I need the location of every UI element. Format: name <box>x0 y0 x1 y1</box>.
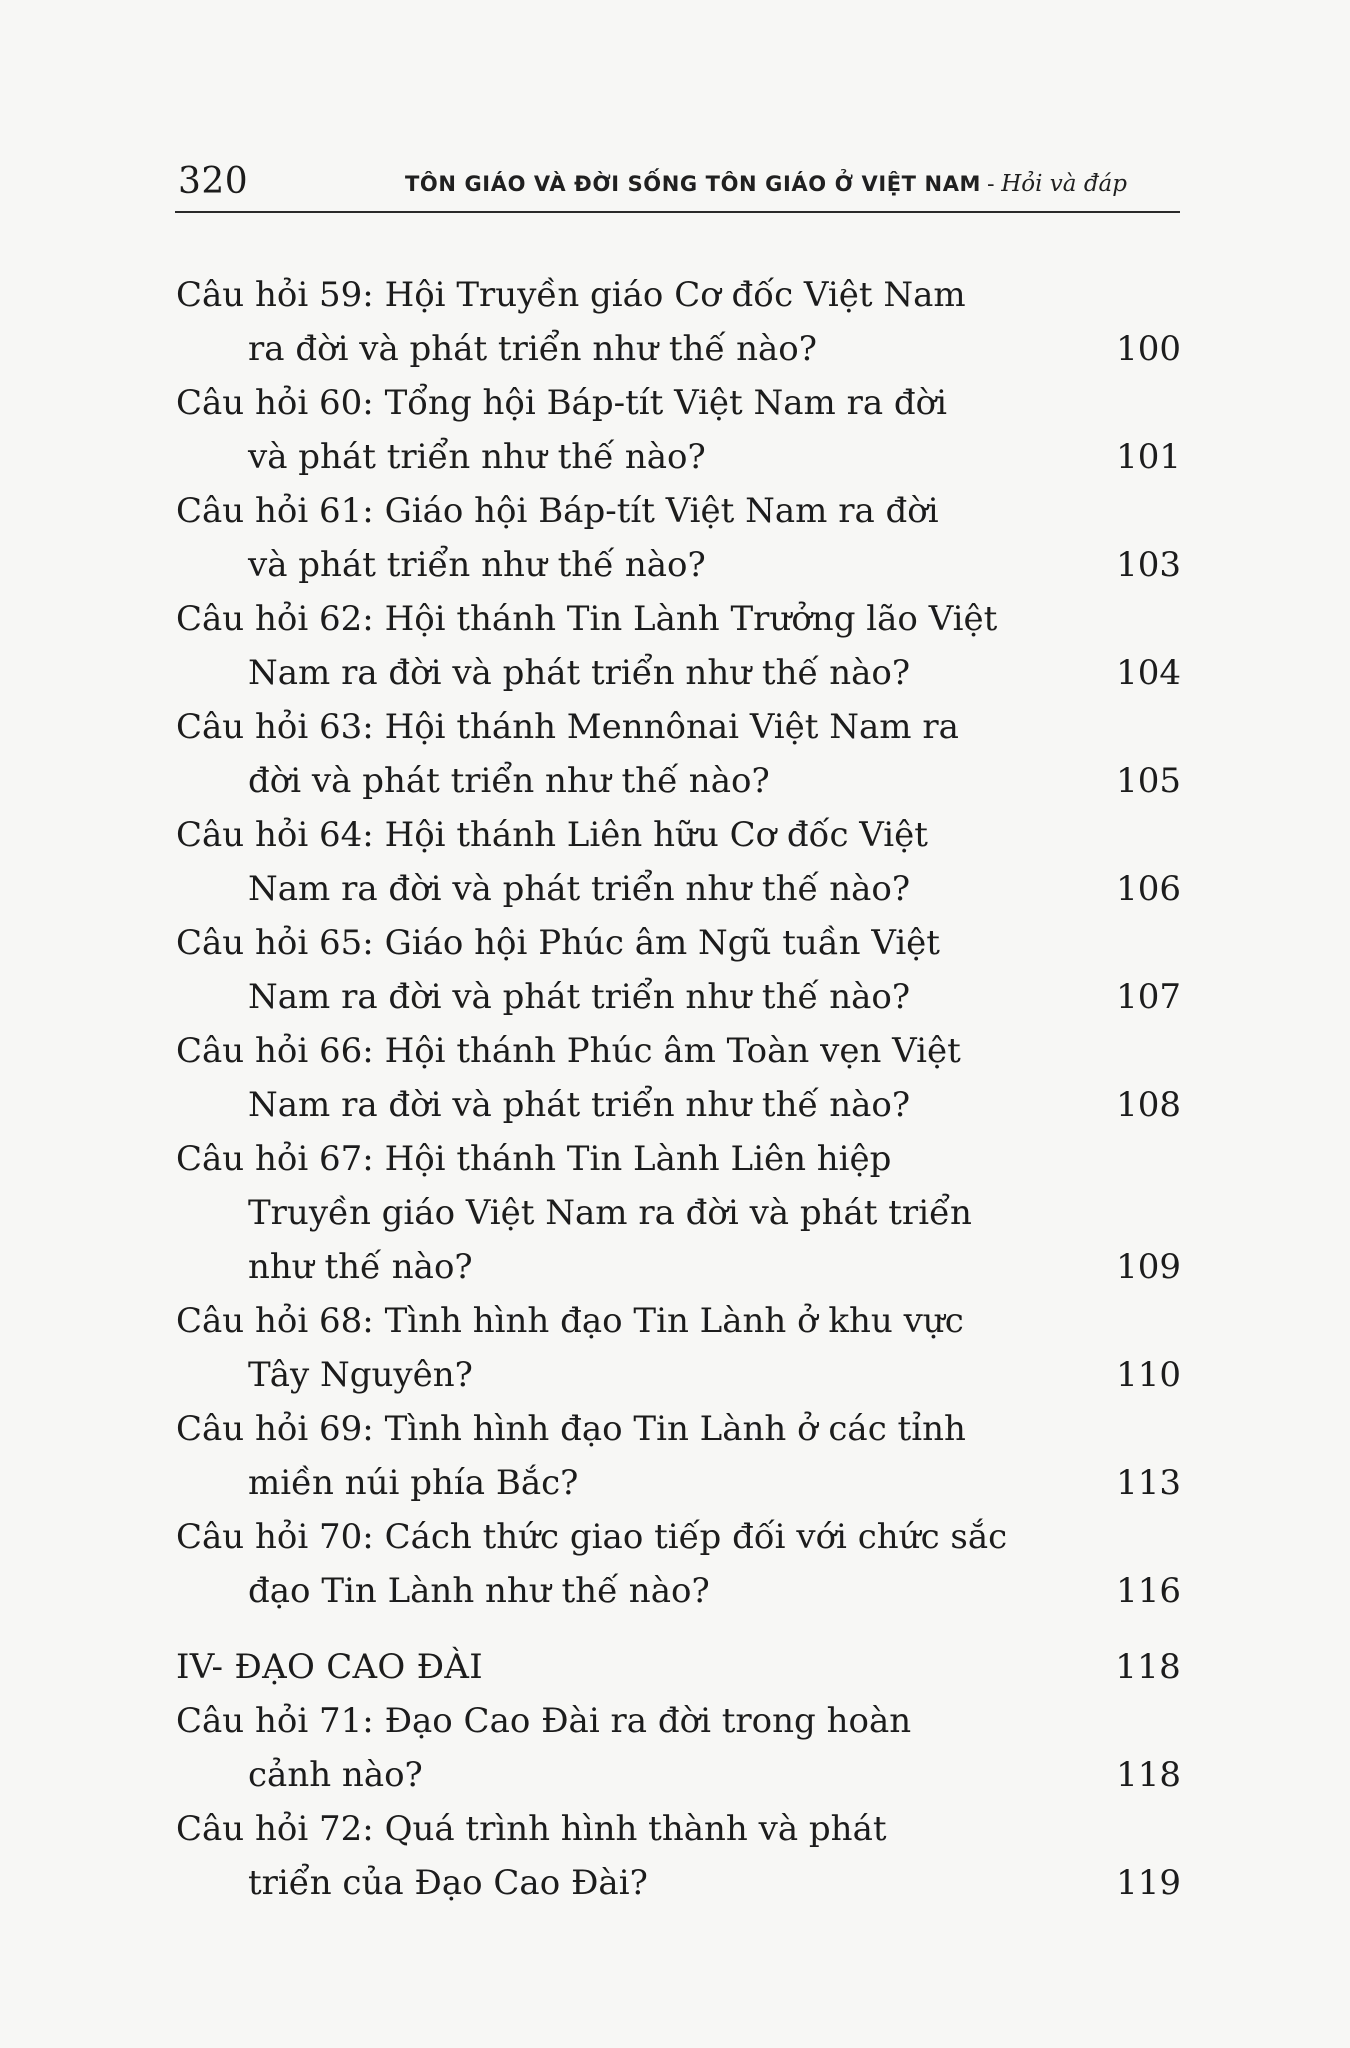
toc-page-number: 116 <box>1116 1571 1181 1611</box>
toc-entry-line: Câu hỏi 62: Hội thánh Tin Lành Trưởng lão Việt <box>176 599 998 639</box>
toc-entry-text: miền núi phía Bắc? <box>248 1463 579 1503</box>
toc-page-number: 118 <box>1115 1647 1181 1687</box>
toc-entry-67 <box>176 1132 1181 1294</box>
toc-entry-text: như thế nào? <box>248 1247 473 1287</box>
toc-entry-line <box>176 1456 1181 1510</box>
toc-page-number: 108 <box>1116 1085 1181 1125</box>
toc-entry-text: và phát triển như thế nào? <box>248 437 706 477</box>
toc-entry-62 <box>176 592 1181 700</box>
section-title: IV- ĐẠO CAO ĐÀI <box>176 1647 484 1687</box>
toc-entry-66 <box>176 1024 1181 1132</box>
toc-entry-text: Nam ra đời và phát triển như thế nào? <box>248 1085 911 1125</box>
toc-entry-line: Câu hỏi 64: Hội thánh Liên hữu Cơ đốc Việt <box>176 815 928 855</box>
toc-entry-line: Câu hỏi 66: Hội thánh Phúc âm Toàn vẹn Việt <box>176 1031 961 1071</box>
toc-entry-line <box>176 862 1181 916</box>
toc-page-number: 101 <box>1116 437 1181 477</box>
toc-entry-line: Câu hỏi 67: Hội thánh Tin Lành Liên hiệp <box>176 1139 892 1179</box>
toc-entry-71 <box>176 1694 1181 1802</box>
book-subtitle: Hỏi và đáp <box>1001 171 1127 197</box>
toc-entry-text: Nam ra đời và phát triển như thế nào? <box>248 869 911 909</box>
page-number: 320 <box>178 161 249 202</box>
toc-page-number: 104 <box>1116 653 1181 693</box>
toc-entry-text: Nam ra đời và phát triển như thế nào? <box>248 977 911 1017</box>
toc-page-number: 118 <box>1116 1755 1181 1795</box>
toc-page-number: 105 <box>1116 761 1181 801</box>
toc-entry-line: Câu hỏi 59: Hội Truyền giáo Cơ đốc Việt Nam <box>176 275 966 315</box>
section-heading <box>176 1640 1181 1694</box>
toc-entry-line: Câu hỏi 71: Đạo Cao Đài ra đời trong hoàn <box>176 1701 912 1741</box>
toc-entry-line <box>176 970 1181 1024</box>
toc-entry-line <box>176 430 1181 484</box>
toc-entry-line: Câu hỏi 65: Giáo hội Phúc âm Ngũ tuần Việt <box>176 923 940 963</box>
toc-page-number: 109 <box>1116 1247 1181 1287</box>
toc-page-number: 113 <box>1116 1463 1181 1503</box>
toc-page-number: 110 <box>1116 1355 1181 1395</box>
toc-entry-line: Câu hỏi 70: Cách thức giao tiếp đối với chức sắc <box>176 1517 1008 1557</box>
toc-entry-line <box>176 1240 1181 1294</box>
toc-entry-65 <box>176 916 1181 1024</box>
toc-entry-text: triển của Đạo Cao Đài? <box>248 1863 648 1903</box>
toc-entry-line <box>176 1348 1181 1402</box>
toc-entry-line <box>176 322 1181 376</box>
running-title <box>405 166 1127 202</box>
toc-page-number: 107 <box>1116 977 1181 1017</box>
toc-entry-line: Câu hỏi 69: Tình hình đạo Tin Lành ở các tỉnh <box>176 1409 966 1449</box>
toc-entry-line <box>176 538 1181 592</box>
toc-entry-59 <box>176 268 1181 376</box>
book-title: TÔN GIÁO VÀ ĐỜI SỐNG TÔN GIÁO Ở VIỆT NAM <box>405 172 982 196</box>
toc-entry-line: Câu hỏi 60: Tổng hội Báp-tít Việt Nam ra đời <box>176 383 948 423</box>
toc-page-number: 106 <box>1116 869 1181 909</box>
toc-entry-60 <box>176 376 1181 484</box>
toc-entry-63 <box>176 700 1181 808</box>
toc-entry-text: Tây Nguyên? <box>248 1355 473 1395</box>
toc-entry-text: và phát triển như thế nào? <box>248 545 706 585</box>
toc-entry-64 <box>176 808 1181 916</box>
toc-entry-61 <box>176 484 1181 592</box>
toc-entry-line <box>176 1564 1181 1618</box>
toc-page-number: 100 <box>1116 329 1181 369</box>
toc-entry-text: đời và phát triển như thế nào? <box>248 761 770 801</box>
toc-entry-line <box>176 1856 1181 1910</box>
toc-entry-text: cảnh nào? <box>248 1755 423 1795</box>
toc-entry-69 <box>176 1402 1181 1510</box>
toc-entry-line <box>176 1078 1181 1132</box>
toc-entry-line <box>176 646 1181 700</box>
toc-page-number: 119 <box>1116 1863 1181 1903</box>
toc-entry-line: Câu hỏi 63: Hội thánh Mennônai Việt Nam ra <box>176 707 959 747</box>
header-rule <box>175 211 1180 213</box>
section-heading-line <box>176 1640 1181 1694</box>
toc-entry-line: Câu hỏi 68: Tình hình đạo Tin Lành ở khu vực <box>176 1301 964 1341</box>
toc-entry-text: ra đời và phát triển như thế nào? <box>248 329 818 369</box>
toc-page-number: 103 <box>1116 545 1181 585</box>
toc-entry-line <box>176 754 1181 808</box>
toc-entry-text: đạo Tin Lành như thế nào? <box>248 1571 710 1611</box>
toc-entry-70 <box>176 1510 1181 1618</box>
toc-entry-68 <box>176 1294 1181 1402</box>
toc-entry-line <box>176 1748 1181 1802</box>
toc-entry-line: Câu hỏi 61: Giáo hội Báp-tít Việt Nam ra đời <box>176 491 939 531</box>
title-separator: - <box>987 172 996 196</box>
toc-entry-line: Câu hỏi 72: Quá trình hình thành và phát <box>176 1809 887 1849</box>
toc-entry-72 <box>176 1802 1181 1910</box>
toc-entry-line: Truyền giáo Việt Nam ra đời và phát triển <box>248 1193 972 1233</box>
toc-entry-text: Nam ra đời và phát triển như thế nào? <box>248 653 911 693</box>
